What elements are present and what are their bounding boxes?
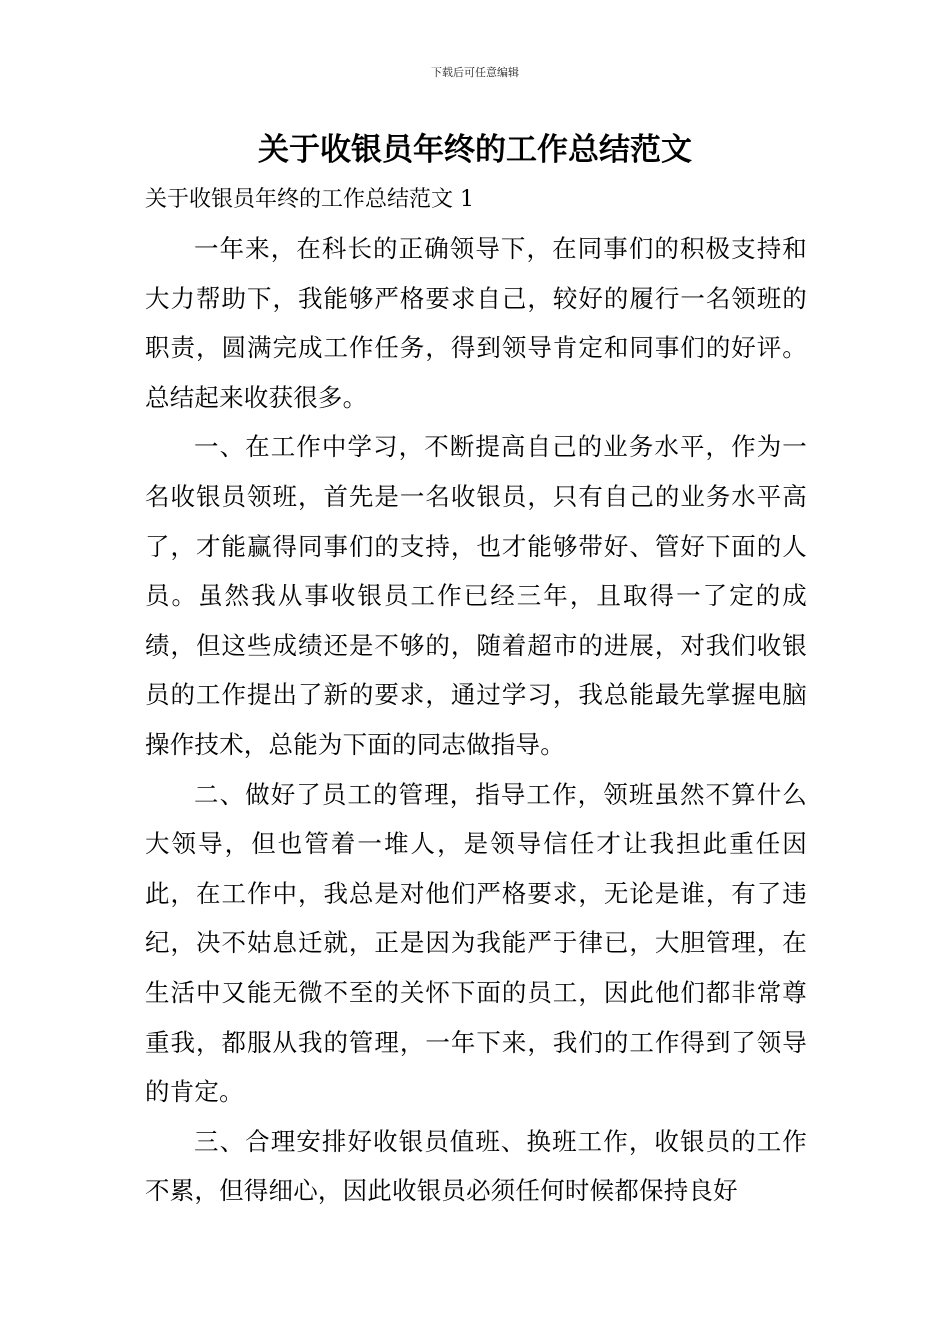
paragraph-section-one: 一、在工作中学习，不断提高自己的业务水平，作为一名收银员领班，首先是一名收银员，只有自己的业务水平高了，才能赢得同事们的支持，也才能够带好、管好下面的人员。虽然我从事收银员工作已经三年，且取得一了定的成绩，但这些成绩还是不够的，随着超市的进展，对我们收银员的工作提出了新的要求，通过学习，我总能最先掌握电脑操作技术，总能为下面的同志做指导。: [145, 432, 807, 759]
header-note: 下载后可任意编辑: [431, 66, 519, 79]
paragraph-section-three: 三、合理安排好收银员值班、换班工作，收银员的工作不累，但得细心，因此收银员必须任何时候都保持良好: [145, 1126, 807, 1206]
document-title: 关于收银员年终的工作总结范文: [258, 132, 692, 168]
paragraph-section-two: 二、做好了员工的管理，指导工作，领班虽然不算什么大领导，但也管着一堆人，是领导信任才让我担此重任因此，在工作中，我总是对他们严格要求，无论是谁，有了违纪，决不姑息迁就，正是因为我能严于律已，大胆管理，在生活中又能无微不至的关怀下面的员工，因此他们都非常尊重我，都服从我的管理，一年下来，我们的工作得到了领导的肯定。: [145, 779, 807, 1107]
document-body: [145, 224, 807, 1216]
section-subtitle: 关于收银员年终的工作总结范文 1: [145, 187, 474, 212]
paragraph-intro: 一年来，在科长的正确领导下，在同事们的积极支持和大力帮助下，我能够严格要求自己，较好的履行一名领班的职责，圆满完成工作任务，得到领导肯定和同事们的好评。总结起来收获很多。: [145, 234, 807, 412]
